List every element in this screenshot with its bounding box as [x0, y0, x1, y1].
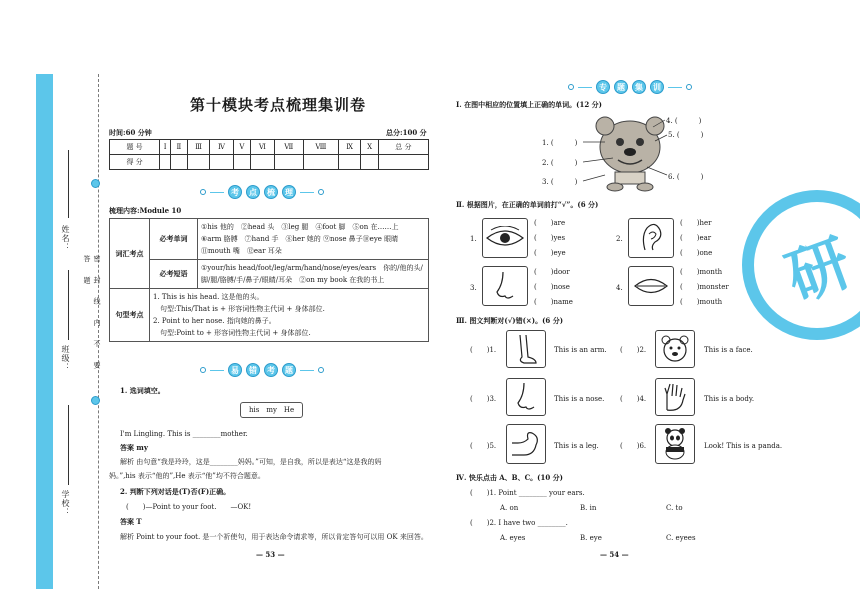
- q1-title: 1. 选词填空。: [120, 386, 165, 395]
- foot-icon: [506, 330, 546, 368]
- arm-icon: [506, 424, 546, 464]
- score-header-cell: Ⅶ: [274, 140, 303, 155]
- watermark-seal: 研: [742, 190, 860, 340]
- score-header-cell: Ⅳ: [210, 140, 233, 155]
- score-cell[interactable]: [378, 155, 428, 170]
- hand-icon: [655, 378, 695, 416]
- s2-1-opt-a[interactable]: ( )are: [534, 219, 566, 227]
- binding-hole: [91, 396, 100, 405]
- s2-1-opt-c[interactable]: ( )eye: [534, 249, 566, 257]
- words-line: ①his 他的 ②head 头 ③leg 腿 ④foot 脚 ⑤on 在……上: [201, 223, 399, 231]
- sentence-cell: [150, 289, 429, 342]
- bear-face-icon: [655, 330, 695, 368]
- banner-char: 考: [228, 185, 242, 199]
- s2-3-opt-c[interactable]: ( )name: [534, 298, 573, 306]
- s3-item-5-text: This is a leg.: [554, 442, 599, 450]
- page-number-left: — 53 —: [256, 550, 285, 559]
- sentence-line: 句型:Point to + 形容词性物主代词 + 身体部位.: [153, 329, 311, 337]
- s2-4-opt-a[interactable]: ( )month: [680, 268, 723, 276]
- s3-item-6-num[interactable]: ( )6.: [620, 442, 647, 450]
- score-header-row: [110, 140, 429, 155]
- section-banner-1: [200, 185, 324, 199]
- score-header-cell: Ⅹ: [361, 140, 378, 155]
- s2-3-opt-a[interactable]: ( )door: [534, 268, 570, 276]
- seal-notice: 密 封 线 内 不 要 答 题: [83, 255, 101, 375]
- section-banner-2: [200, 363, 324, 377]
- score-cell[interactable]: [251, 155, 274, 170]
- banner-char: 点: [246, 185, 260, 199]
- vocab-label: 词汇考点: [110, 219, 150, 289]
- banner-char: 训: [650, 80, 664, 94]
- page-number-right: — 54 —: [600, 550, 629, 559]
- s4-q1-opt-b[interactable]: B. in: [580, 504, 597, 512]
- banner-char: 易: [228, 363, 242, 377]
- score-cell[interactable]: [210, 155, 233, 170]
- s2-2-opt-a[interactable]: ( )her: [680, 219, 712, 227]
- score-header-cell: 题 号: [110, 140, 160, 155]
- phrases-cell: [198, 260, 429, 289]
- q1-stem: I'm Lingling. This is ________mother.: [120, 430, 248, 438]
- school-field[interactable]: [68, 405, 69, 485]
- blank-4[interactable]: 4. ( ): [666, 117, 702, 125]
- sentence-label: 句型考点: [110, 289, 150, 342]
- s3-item-3-text: This is a nose.: [554, 395, 605, 403]
- page-title: 第十模块考点梳理集训卷: [190, 96, 367, 114]
- s2-item-3-num: 3.: [470, 284, 477, 292]
- blank-1[interactable]: 1. ( ): [542, 139, 578, 147]
- score-header-cell: Ⅰ: [160, 140, 171, 155]
- q2-title: 2. 判断下列对话是(T)否(F)正确。: [120, 487, 231, 496]
- ear-icon: [628, 218, 674, 258]
- time-label: 时间:60 分钟: [109, 128, 152, 137]
- words-line: ⑥arm 胳膊 ⑦hand 手 ⑧her 她的 ⑨nose 鼻子⑩eye 眼睛: [201, 235, 399, 243]
- s2-4-opt-c[interactable]: ( )mouth: [680, 298, 723, 306]
- score-table: [109, 139, 429, 170]
- s2-title: Ⅱ. 根据图片，在正确的单词前打“√”。(6 分): [456, 200, 599, 209]
- word-box: his my He: [240, 402, 303, 418]
- banner-char: 题: [614, 80, 628, 94]
- q2-explain: 解析 Point to your foot. 是一个祈使句，用于表达命令请求等，所以肯定答句可以用 OK 来回答。: [120, 533, 428, 541]
- pointer-lines: [575, 115, 675, 190]
- s2-2-opt-b[interactable]: ( )ear: [680, 234, 712, 242]
- phrases-line: 脚/腿/胳膊/手/鼻子/眼睛/耳朵 ②on my book 在我的书上: [201, 276, 385, 284]
- s3-item-1-num[interactable]: ( )1.: [470, 346, 497, 354]
- content-label: 梳理内容:Module 10: [109, 206, 182, 215]
- blank-6[interactable]: 6. ( ): [668, 173, 704, 181]
- s2-4-opt-b[interactable]: ( )monster: [680, 283, 729, 291]
- s4-q2-opt-a[interactable]: A. eyes: [500, 534, 526, 542]
- score-cell: 得 分: [110, 155, 160, 170]
- banner-char: 集: [632, 80, 646, 94]
- score-header-cell: Ⅴ: [233, 140, 251, 155]
- sentence-line: 1. This is his head. 这是他的头。: [153, 293, 264, 301]
- score-cell[interactable]: [274, 155, 303, 170]
- q2-stem: ( )—Point to your foot. —OK!: [126, 503, 252, 511]
- s2-item-2-num: 2.: [616, 235, 623, 243]
- score-cell[interactable]: [171, 155, 188, 170]
- s3-title: Ⅲ. 图文判断对(√)错(×)。(6 分): [456, 316, 564, 325]
- s4-q1-opt-c[interactable]: C. to: [666, 504, 683, 512]
- banner-char: 错: [246, 363, 260, 377]
- name-label: 姓名：: [61, 225, 70, 252]
- banner-char: 题: [282, 363, 296, 377]
- sentence-line: 2. Point to her nose. 指向她的鼻子。: [153, 317, 276, 325]
- q2-answer: 答案 T: [120, 517, 142, 526]
- review-table: [109, 218, 429, 342]
- score-header-cell: Ⅷ: [303, 140, 338, 155]
- s1-title: Ⅰ. 在图中相应的位置填上正确的单词。(12 分): [456, 100, 602, 109]
- words-cell: [198, 219, 429, 260]
- s4-q1-opt-a[interactable]: A. on: [500, 504, 519, 512]
- s4-title: Ⅳ. 快乐点击 A、B、C。(10 分): [456, 473, 563, 482]
- mouth-icon: [628, 266, 674, 306]
- score-cell[interactable]: [361, 155, 378, 170]
- s2-2-opt-c[interactable]: ( )one: [680, 249, 713, 257]
- school-label: 学校：: [61, 490, 70, 517]
- name-field[interactable]: [68, 150, 69, 218]
- banner-char: 考: [264, 363, 278, 377]
- nose-icon: [482, 266, 528, 306]
- phrases-label: 必考短语: [150, 260, 198, 289]
- total-label: 总分:100 分: [386, 128, 427, 137]
- s3-item-4-text: This is a body.: [704, 395, 755, 403]
- s3-item-5-num[interactable]: ( )5.: [470, 442, 497, 450]
- score-cell[interactable]: [338, 155, 361, 170]
- words-line: ⑪mouth 嘴 ⑫ear 耳朵: [201, 247, 282, 255]
- q1-explain: 解析 由句意“我是玲玲，这是________妈妈。”可知，是自我，所以是表达“这是我的妈: [120, 458, 382, 466]
- score-cell[interactable]: [303, 155, 338, 170]
- score-cell[interactable]: [187, 155, 210, 170]
- s2-3-opt-b[interactable]: ( )nose: [534, 283, 570, 291]
- s3-item-6-text: Look! This is a panda.: [704, 442, 783, 450]
- s3-item-1-text: This is an arm.: [554, 346, 607, 354]
- binding-strip: [36, 74, 53, 589]
- score-header-cell: 总 分: [378, 140, 428, 155]
- blank-3[interactable]: 3. ( ): [542, 178, 578, 186]
- s3-item-3-num[interactable]: ( )3.: [470, 395, 497, 403]
- nose-icon: [506, 378, 546, 416]
- s4-q2-opt-b[interactable]: B. eye: [580, 534, 602, 542]
- s4-q2-opt-c[interactable]: C. eyees: [666, 534, 696, 542]
- binding-hole: [91, 179, 100, 188]
- s3-item-2-num[interactable]: ( )2.: [620, 346, 647, 354]
- score-header-cell: Ⅵ: [251, 140, 274, 155]
- q1-answer: 答案 my: [120, 443, 148, 452]
- sentence-line: 句型:This/That is + 形容词性物主代词 + 身体部位.: [153, 305, 325, 313]
- blank-5[interactable]: 5. ( ): [668, 131, 704, 139]
- banner-char: 专: [596, 80, 610, 94]
- class-label: 班级：: [61, 345, 70, 372]
- s3-item-4-num[interactable]: ( )4.: [620, 395, 647, 403]
- score-cell[interactable]: [160, 155, 171, 170]
- section-banner-3: [568, 80, 692, 94]
- panda-icon: [655, 424, 695, 464]
- q1-explain-cont: 妈。”,his 表示“他的”,He 表示“他”均不符合题意。: [109, 472, 265, 480]
- score-value-row: [110, 155, 429, 170]
- s2-item-4-num: 4.: [616, 284, 623, 292]
- score-header-cell: Ⅸ: [338, 140, 361, 155]
- s3-item-2-text: This is a face.: [704, 346, 753, 354]
- s2-item-1-num: 1.: [470, 235, 477, 243]
- class-field[interactable]: [68, 270, 69, 340]
- words-label: 必考单词: [150, 219, 198, 260]
- s2-1-opt-b[interactable]: ( )yes: [534, 234, 566, 242]
- s4-q2: ( )2. I have two ________.: [470, 519, 568, 527]
- score-cell[interactable]: [233, 155, 251, 170]
- score-header-cell: Ⅲ: [187, 140, 210, 155]
- blank-2[interactable]: 2. ( ): [542, 159, 578, 167]
- s4-q1: ( )1. Point ________ your ears.: [470, 489, 585, 497]
- eye-icon: [482, 218, 528, 258]
- phrases-line: ①your/his head/foot/leg/arm/hand/nose/eyes/ears 你的/他的头/: [201, 264, 423, 272]
- score-header-cell: Ⅱ: [171, 140, 188, 155]
- banner-char: 理: [282, 185, 296, 199]
- banner-char: 梳: [264, 185, 278, 199]
